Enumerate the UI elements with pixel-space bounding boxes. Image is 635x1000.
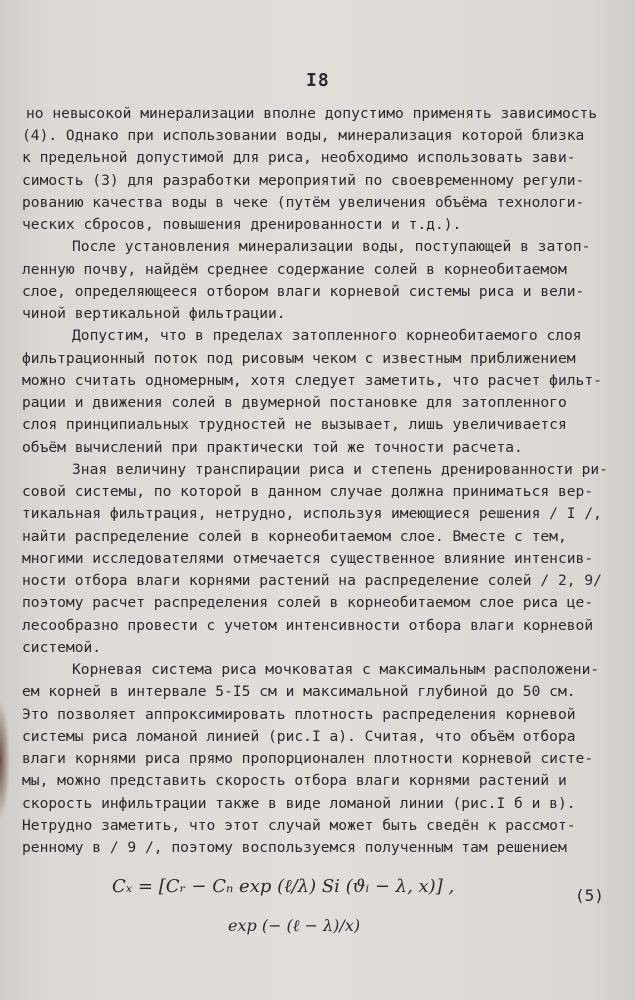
text-line: лесообразно провести с учетом интенсивности отбора влаги корневой bbox=[22, 617, 594, 634]
text-line: но невысокой минерализации вполне допустимо применять зависимость bbox=[26, 105, 598, 122]
text-line: рации и движения солей в двумерной постановке для затопленного bbox=[22, 394, 567, 411]
text-line: скорость инфильтрации также в виде ломаной линии (рис.I б и в). bbox=[22, 795, 576, 812]
text-line: влаги корнями риса прямо пропорционален плотности корневой систе- bbox=[22, 750, 594, 767]
text-line: слоя принципиальных трудностей не вызывает, лишь увеличивается bbox=[22, 416, 567, 433]
text-line: (4). Однако при использовании воды, минерализация которой близка bbox=[22, 127, 585, 144]
text-line: объём вычислений при практически той же точности расчета. bbox=[22, 439, 523, 456]
page-edge-shadow bbox=[0, 700, 10, 820]
text-line: многими исследователями отмечается существенное влияние интенсив- bbox=[22, 550, 594, 567]
text-line: системой. bbox=[22, 639, 102, 656]
text-line: тикальная фильтрация, нетрудно, используя имеющиеся решения / I /, bbox=[22, 505, 602, 522]
text-line: Зная величину транспирации риса и степень дренированности ри- bbox=[72, 461, 608, 478]
formula-line-1: Cₓ = [Cᵣ − Cₙ exp (ℓ/λ) Si (ϑᵢ − λ, x)] , bbox=[112, 876, 455, 897]
text-line: симость (3) для разработки мероприятий по своевременному регули- bbox=[22, 172, 585, 189]
formula-line-2: exp (− (ℓ − λ)/x) bbox=[228, 916, 361, 935]
text-line: чиной вертикальной фильтрации. bbox=[22, 305, 286, 322]
text-line: Это позволяет аппроксимировать плотность распределения корневой bbox=[22, 706, 576, 723]
text-line: ленную почву, найдём среднее содержание солей в корнеобитаемом bbox=[22, 261, 567, 278]
text-line: системы риса ломаной линией (рис.I а). Считая, что объём отбора bbox=[22, 728, 576, 745]
equation-number: (5) bbox=[575, 886, 604, 905]
page-number: I8 bbox=[306, 70, 330, 91]
text-line: слое, определяющееся отбором влаги корневой системы риса и вели- bbox=[22, 283, 585, 300]
text-line: можно считать одномерным, хотя следует заметить, что расчет фильт- bbox=[22, 372, 602, 389]
text-line: ем корней в интервале 5-I5 см и максимальной глубиной до 50 см. bbox=[22, 683, 576, 700]
text-line: найти распределение солей в корнеобитаемом слое. Вместе с тем, bbox=[22, 528, 567, 545]
text-line: мы, можно представить скорость отбора влаги корнями растений и bbox=[22, 772, 567, 789]
text-line: Нетрудно заметить, что этот случай может быть сведён к рассмот- bbox=[22, 817, 576, 834]
text-line: совой системы, по которой в данном случае должна приниматься вер- bbox=[22, 483, 594, 500]
text-line: После установления минерализации воды, поступающей в затоп- bbox=[72, 238, 591, 255]
text-line: фильтрационный поток под рисовым чеком с известным приближением bbox=[22, 350, 576, 367]
text-line: Корневая система риса мочковатая с максимальным расположени- bbox=[72, 661, 600, 678]
text-line: ности отбора влаги корнями растений на распределение солей / 2, 9/ bbox=[22, 572, 602, 589]
text-line: к предельной допустимой для риса, необходимо использовать зави- bbox=[22, 149, 576, 166]
text-line: ренному в / 9 /, поэтому воспользуемся полученным там решением bbox=[22, 839, 567, 856]
text-line: Допустим, что в пределах затопленного корнеобитаемого слоя bbox=[72, 327, 582, 344]
text-line: рованию качества воды в чеке (путём увеличения объёма технологи- bbox=[22, 194, 585, 211]
text-line: поэтому расчет распределения солей в корнеобитаемом слое риса це- bbox=[22, 594, 594, 611]
text-line: ческих сбросов, повышения дренированности и т.д.). bbox=[22, 216, 462, 233]
